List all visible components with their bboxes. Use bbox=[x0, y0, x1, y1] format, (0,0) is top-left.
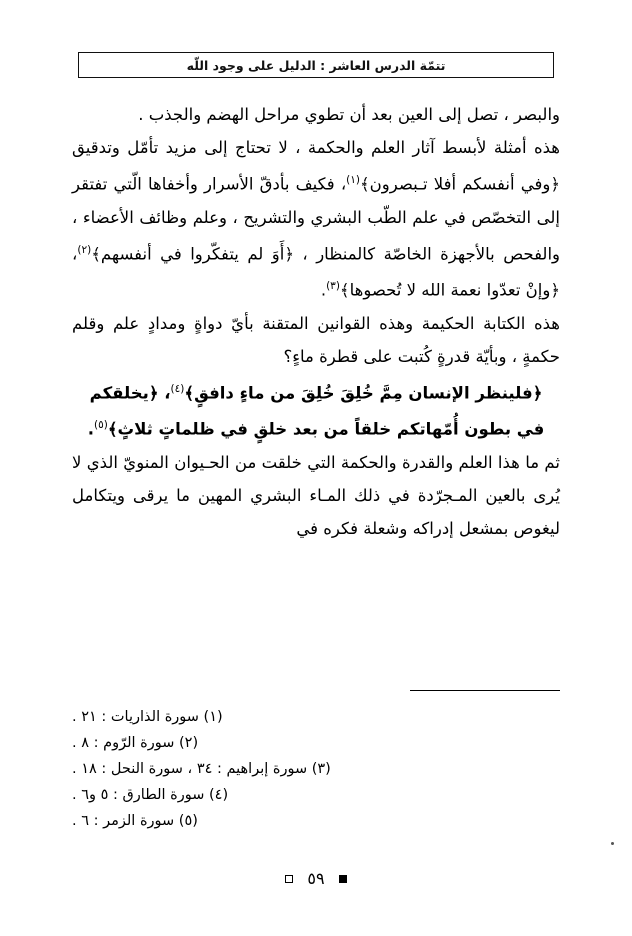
footnote-item-wrap-4 bbox=[72, 782, 560, 808]
footnote-item-wrap-1 bbox=[72, 704, 560, 730]
footnote-marker-3: (٣) bbox=[326, 280, 340, 292]
edge-mark bbox=[611, 842, 614, 845]
footnote-item-1: (١) سورة الذاريات : ٢١ . bbox=[72, 709, 223, 725]
paragraph-2-text-c: ، ﴿وإنْ تعدّوا نعمة الله لا تُحصوها﴾ bbox=[72, 244, 560, 300]
square-filled-icon bbox=[339, 875, 347, 883]
footnote-separator bbox=[410, 690, 560, 691]
footnote-item-4: (٤) سورة الطارق : ٥ و٦ . bbox=[72, 787, 229, 803]
paragraph-1-text: والبصر ، تصل إلى العين بعد أن تطوي مراحل الهضم والجذب . bbox=[138, 105, 560, 124]
page-header-title: تتمّة الدرس العاشر : الدليل على وجود اللّه bbox=[186, 57, 446, 73]
body-text bbox=[72, 98, 560, 545]
footnote-item-2: (٢) سورة الرّوم : ٨ . bbox=[72, 735, 199, 751]
paragraph-3 bbox=[72, 307, 560, 373]
footnote-marker-5: (٥) bbox=[93, 419, 108, 431]
footnote-marker-1: (١) bbox=[346, 174, 361, 186]
footnote-list bbox=[72, 704, 560, 834]
paragraph-2-period: . bbox=[320, 280, 327, 300]
paragraph-2-text-b: ، فكيف بأدقّ الأسرار وأخفاها الّتي تفتقر إلى التخصّص في علم الطّب البشري والتشريح ، وعلم وظائف الأعضاء ، والفحص بالأجهزة الخاصّة كالمنظار ، ﴿أَوَ لم يتفكّروا في أنفسهم﴾ bbox=[72, 174, 560, 263]
verse-block-line-1 bbox=[72, 373, 560, 410]
footnote-item-3: (٣) سورة إبراهيم : ٣٤ ، سورة النحل : ١٨ . bbox=[72, 761, 331, 777]
paragraph-2 bbox=[72, 131, 560, 307]
square-outline-icon bbox=[285, 875, 293, 883]
verse-text-2: في بطون أُمّهاتكم خلقاً من بعد خلقٍ في ظلماتٍ ثلاثٍ﴾ bbox=[107, 419, 545, 439]
page-footer bbox=[0, 869, 632, 888]
page-number: ٥٩ bbox=[307, 869, 325, 888]
paragraph-4 bbox=[72, 446, 560, 545]
paragraph-4-text: ثم ما هذا العلم والقدرة والحكمة التي خلقت من الحـيوان المنويّ الذي لا يُرى بالعين المـجرّدة في ذلك المـاء البشري المهين ما يرقى ويتكامل ليغوص بمشعل إدراكه وشعلة فكره في bbox=[72, 452, 560, 538]
verse-block-line-2 bbox=[72, 409, 560, 446]
verse-period: . bbox=[87, 419, 94, 439]
paragraph-1 bbox=[72, 98, 560, 131]
verse-text-1: ﴿فلينظر الإنسان مِمَّ خُلِقَ خُلِقَ من ماءٍ دافقٍ﴾ bbox=[184, 383, 543, 402]
footnote-item-wrap-5 bbox=[72, 808, 560, 834]
paragraph-2-text-a: هذه أمثلة لأبسط آثار العلم والحكمة ، لا تحتاج إلى مزيد تأمّل وتدقيق ﴿وفي أنفسكم أفلا تـبصرون﴾ bbox=[72, 138, 560, 194]
footnote-item-5: (٥) سورة الزمر : ٦ . bbox=[72, 813, 198, 829]
verse-text-1b: ، ﴿يخلقكم bbox=[89, 383, 171, 402]
footnote-item-wrap-3 bbox=[72, 756, 560, 782]
footnote-marker-2: (٢) bbox=[77, 243, 92, 256]
paragraph-3-text: هذه الكتابة الحكيمة وهذه القوانين المتقنة بأيّ دواةٍ ومدادٍ علم وقلم حكمةٍ ، وبأيّة قدرةٍ كُتبت على قطرة ماءٍ؟ bbox=[72, 313, 560, 366]
page-header bbox=[78, 52, 554, 78]
footnote-marker-4: (٤) bbox=[170, 382, 185, 395]
footnote-item-wrap-2 bbox=[72, 730, 560, 756]
